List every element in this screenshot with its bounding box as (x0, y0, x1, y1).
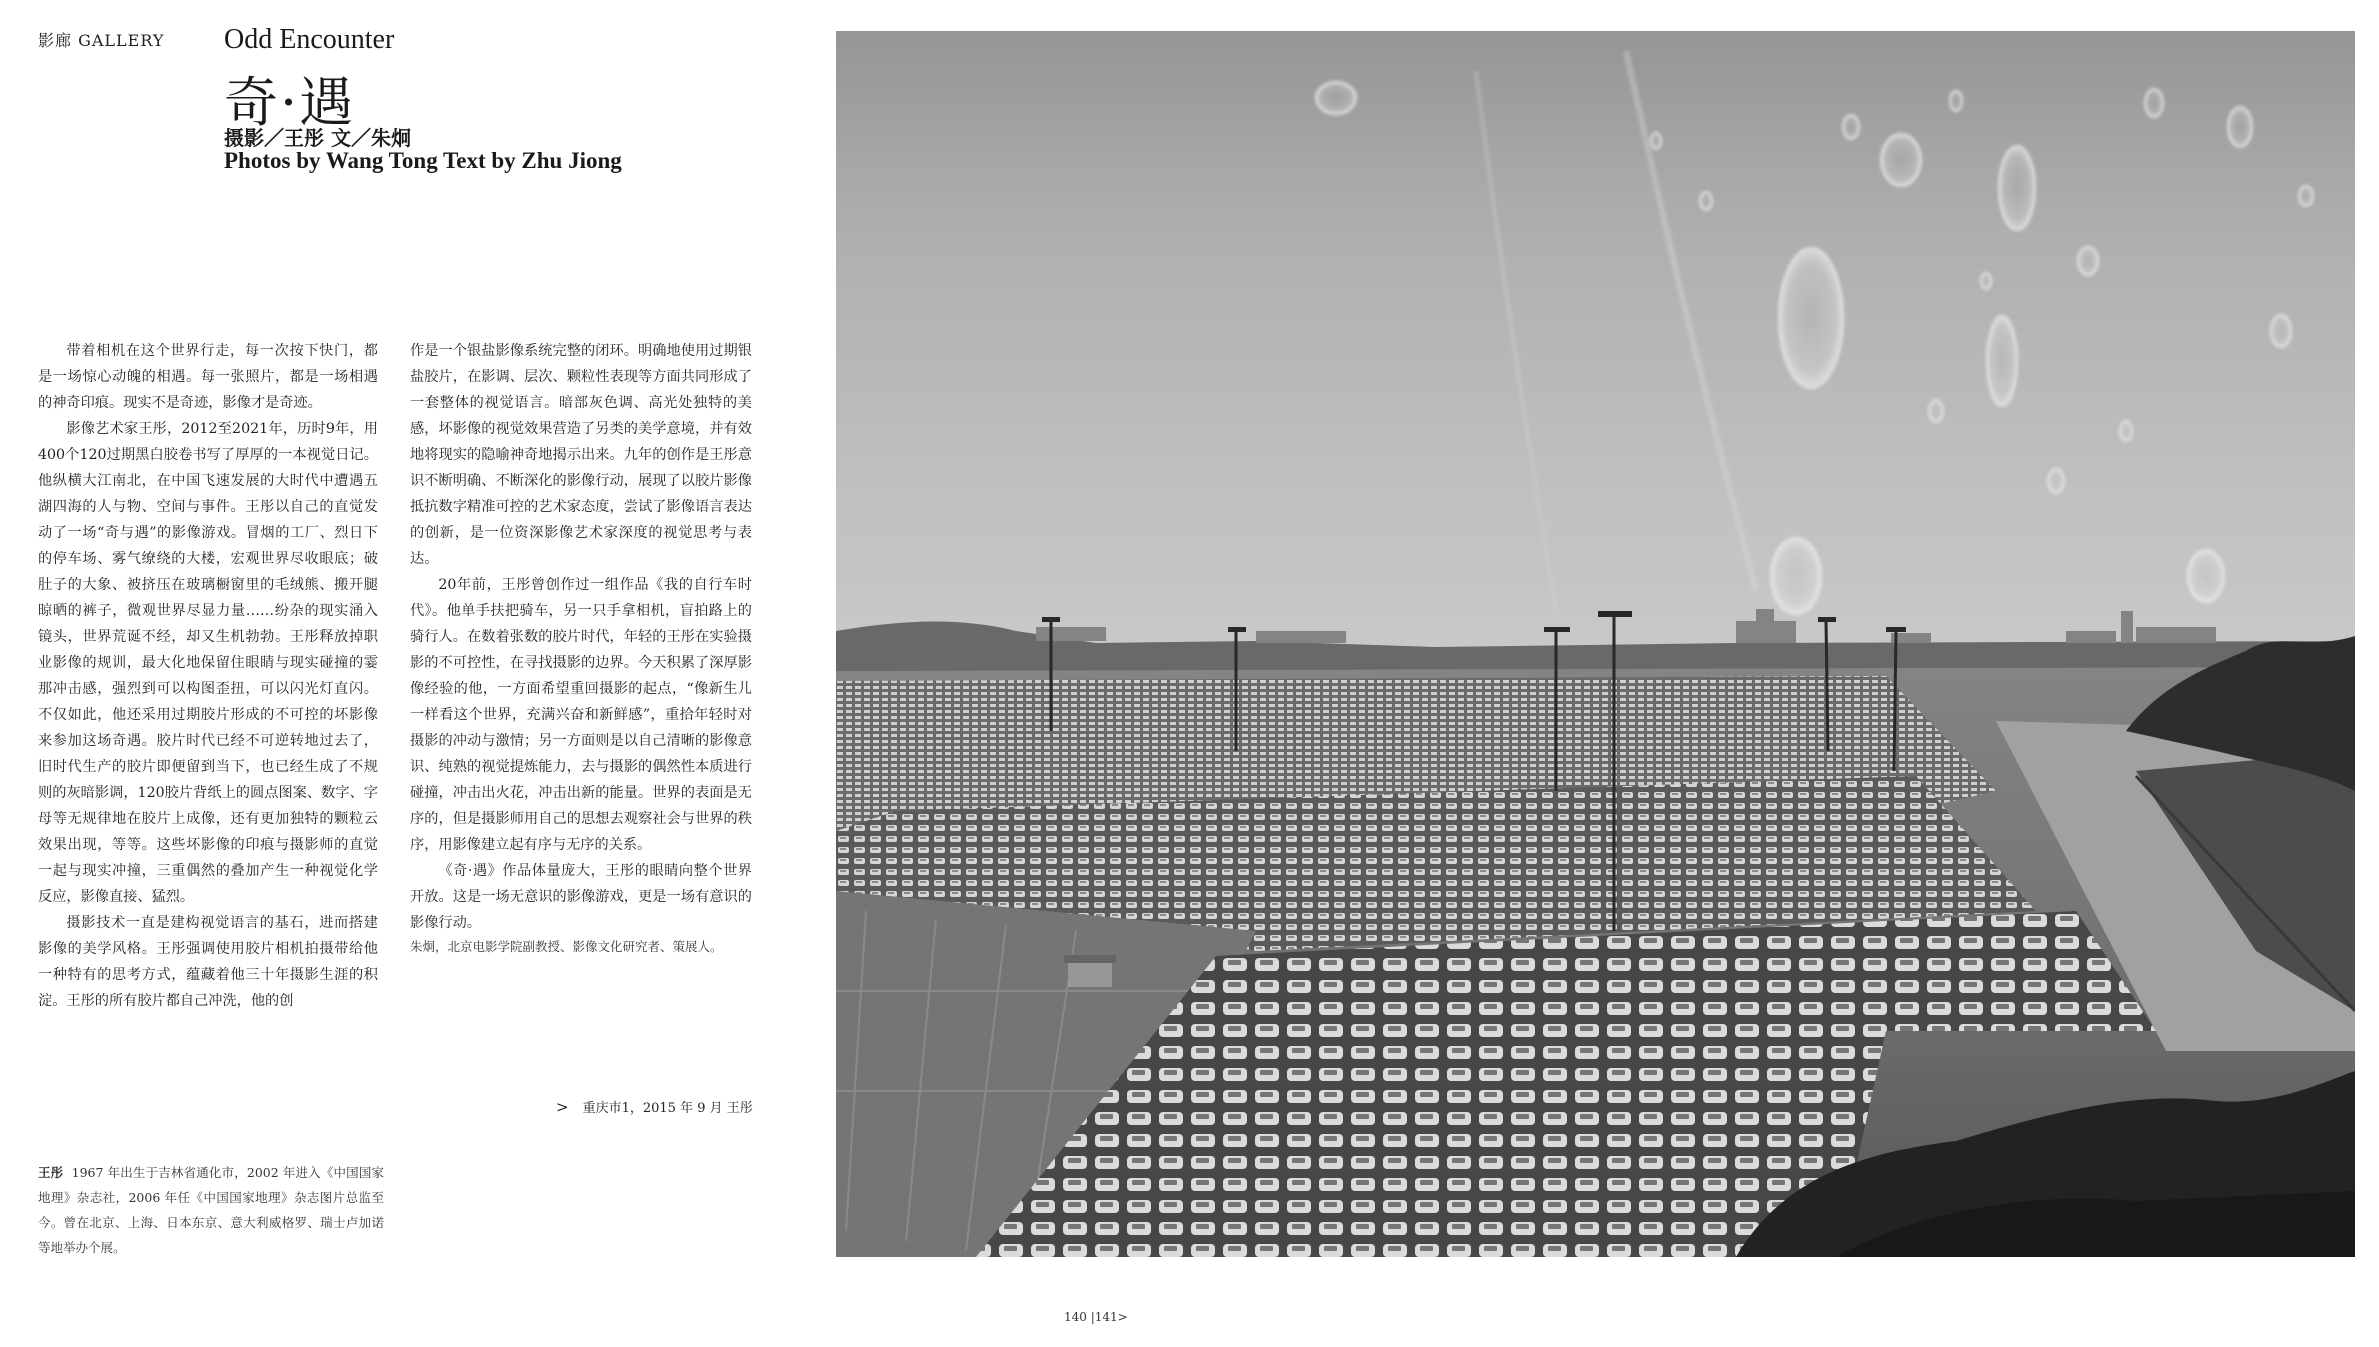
caption-arrow-icon: > (556, 1098, 569, 1116)
author-bio: 朱炯，北京电影学院副教授、影像文化研究者、策展人。 (410, 939, 723, 954)
paragraph: 《奇·遇》作品体量庞大，王彤的眼睛向整个世界开放。这是一场无意识的影像游戏，更是一场有意识的影像行动。 (410, 863, 752, 931)
credits-en: Photos by Wang Tong Text by Zhu Jiong (224, 148, 622, 173)
photographer-bio (38, 1160, 384, 1260)
article-column-right (410, 338, 752, 958)
paragraph: 带着相机在这个世界行走，每一次按下快门，都是一场惊心动魄的相遇。每一张照片，都是一场相遇的神奇印痕。现实不是奇迹，影像才是奇迹。 (38, 343, 378, 411)
credits-cn: 摄影／王彤 文／朱炯 (224, 126, 411, 150)
photo-caption (556, 1097, 753, 1116)
paragraph: 影像艺术家王彤，2012至2021年，历时9年，用400个120过期黑白胶卷书写了厚厚的一本视觉日记。他纵横大江南北，在中国飞速发展的大时代中遭遇五湖四海的人与物、空间与事件。王彤以自己的直觉发动了一场“奇与遇”的影像游戏。冒烟的工厂、烈日下的停车场、雾气缭绕的大楼，宏观世界尽收眼底；破肚子的大象、被挤压在玻璃橱窗里的毛绒熊、搬开腿晾晒的裤子，微观世界尽显力量……纷杂的现实涌入镜头，世界荒诞不经，却又生机勃勃。王彤释放掉职业影像的规训，最大化地保留住眼睛与现实碰撞的霎那冲击感，强烈到可以构图歪扭，可以闪光灯直闪。不仅如此，他还采用过期胶片形成的不可控的坏影像来参加这场奇遇。胶片时代已经不可逆转地过去了，旧时代生产的胶片即便留到当下，也已经生成了不规则的灰暗影调，120胶片背纸上的圆点图案、数字、字母等无规律地在胶片上成像，还有更加独特的颗粒云效果出现，等等。这些坏影像的印痕与摄影师的直觉一起与现实冲撞，三重偶然的叠加产生一种视觉化学反应，影像直接、猛烈。 (38, 421, 378, 905)
paragraph-continued: 作是一个银盐影像系统完整的闭环。明确地使用过期银盐胶片，在影调、层次、颗粒性表现等方面共同形成了一套整体的视觉语言。暗部灰色调、高光处独特的美感，坏影像的视觉效果营造了另类的美学意境，并有效地将现实的隐喻神奇地揭示出来。九年的创作是王彤意识不断明确、不断深化的影像行动，展现了以胶片影像抵抗数字精准可控的艺术家态度，尝试了影像语言表达的创新，是一位资深影像艺术家深度的视觉思考与表达。 (410, 343, 752, 567)
article-column-left (38, 338, 378, 1014)
photographer-bio-text: 1967 年出生于吉林省通化市，2002 年进入《中国国家地理》杂志社，2006 年任《中国国家地理》杂志图片总监至今。曾在北京、上海、日本东京、意大利威格罗、瑞士卢加诺等地举办个展。 (38, 1165, 384, 1255)
page-number: 140 |141> (1064, 1310, 1128, 1324)
paragraph: 摄影技术一直是建构视觉语言的基石，进而搭建影像的美学风格。王彤强调使用胶片相机拍摄带给他一种特有的思考方式，蕴藏着他三十年摄影生涯的积淀。王彤的所有胶片都自己冲洗，他的创 (38, 915, 378, 1009)
photographer-name: 王彤 (38, 1165, 64, 1180)
title-en: Odd Encounter (224, 24, 395, 55)
page-title: 奇·遇 (224, 71, 356, 134)
paragraph: 20年前，王彤曾创作过一组作品《我的自行车时代》。他单手扶把骑车，另一只手拿相机，盲拍路上的骑行人。在数着张数的胶片时代，年轻的王彤在实验摄影的不可控性，在寻找摄影的边界。今天积累了深厚影像经验的他，一方面希望重回摄影的起点，“像新生儿一样看这个世界，充满兴奋和新鲜感”，重拾年轻时对摄影的冲动与激情；另一方面则是以自己清晰的影像意识、纯熟的视觉提炼能力，去与摄影的偶然性本质进行碰撞，冲击出火花，冲击出新的能量。世界的表面是无序的，但是摄影师用自己的思想去观察社会与世界的秩序，用影像建立起有序与无序的关系。 (410, 577, 752, 853)
section-label: 影廊 GALLERY (38, 31, 165, 50)
parking-lot-photo (836, 31, 2355, 1257)
caption-text: 重庆市1，2015 年 9 月 王彤 (582, 1101, 753, 1116)
